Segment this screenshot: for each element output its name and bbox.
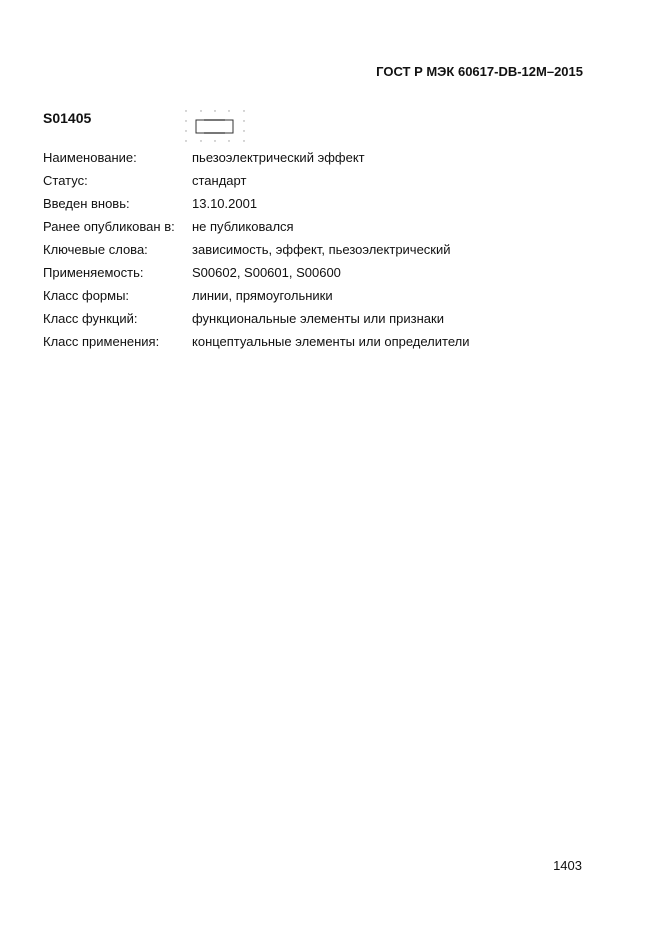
- attribute-value: концептуальные элементы или определители: [192, 334, 470, 349]
- page-number: 1403: [553, 858, 582, 873]
- attribute-label: Класс формы:: [43, 288, 130, 303]
- attribute-label: Ранее опубликован в:: [43, 219, 175, 234]
- attribute-row: [43, 334, 470, 357]
- attribute-row: [43, 242, 470, 265]
- attribute-row: [43, 265, 470, 288]
- attribute-label: Наименование:: [43, 150, 137, 165]
- attribute-row: [43, 150, 470, 173]
- attribute-row: [43, 196, 470, 219]
- document-header: ГОСТ Р МЭК 60617-DB-12M–2015: [376, 64, 583, 79]
- attribute-row: [43, 311, 470, 334]
- symbol-code: S01405: [43, 110, 92, 126]
- attribute-label: Применяемость:: [43, 265, 144, 280]
- attribute-row: [43, 288, 470, 311]
- attribute-label: Ключевые слова:: [43, 242, 148, 257]
- attribute-label: Статус:: [43, 173, 88, 188]
- attribute-value: пьезоэлектрический эффект: [192, 150, 365, 165]
- attribute-value: линии, прямоугольники: [192, 288, 333, 303]
- attribute-value: функциональные элементы или признаки: [192, 311, 444, 326]
- attribute-value: S00602, S00601, S00600: [192, 265, 341, 280]
- attribute-label: Класс функций:: [43, 311, 138, 326]
- attribute-value: зависимость, эффект, пьезоэлектрический: [192, 242, 451, 257]
- attribute-label: Введен вновь:: [43, 196, 130, 211]
- attribute-value: не публиковался: [192, 219, 294, 234]
- attribute-value: стандарт: [192, 173, 247, 188]
- attribute-row: [43, 173, 470, 196]
- attributes-list: [43, 150, 470, 357]
- piezoelectric-effect-symbol-icon: [184, 109, 246, 143]
- attribute-value: 13.10.2001: [192, 196, 258, 211]
- attribute-row: [43, 219, 470, 242]
- attribute-label: Класс применения:: [43, 334, 160, 349]
